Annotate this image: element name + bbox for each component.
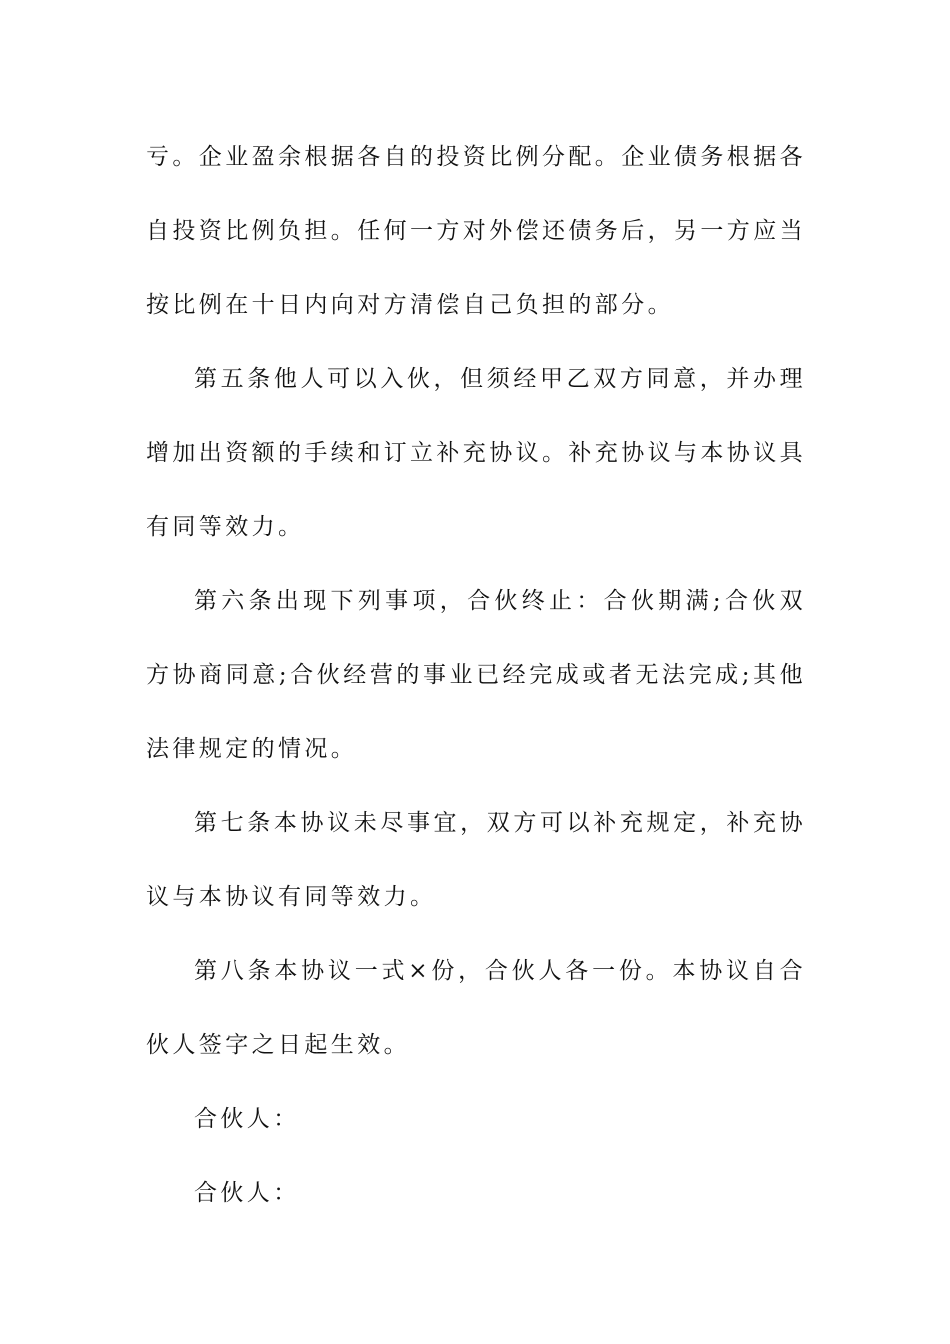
- partner-signature-line-2: 合伙人：: [194, 1180, 300, 1206]
- paragraph-article-5: 第五条他人可以入伙，但须经甲乙双方同意，并办理增加出资额的手续和订立补充协议。补充协议与本协议具有同等效力。: [146, 366, 806, 540]
- paragraph-article-8: 第八条本协议一式×份，合伙人各一份。本协议自合伙人签字之日起生效。: [146, 958, 806, 1058]
- partner-signature-line-1: 合伙人：: [194, 1106, 300, 1132]
- paragraph-profit-loss-continuation: 亏。企业盈余根据各自的投资比例分配。企业债务根据各自投资比例负担。任何一方对外偿还债务后，另一方应当按比例在十日内向对方清偿自己负担的部分。: [146, 144, 806, 318]
- paragraph-article-7: 第七条本协议未尽事宜，双方可以补充规定，补充协议与本协议有同等效力。: [146, 810, 806, 910]
- paragraph-article-6: 第六条出现下列事项，合伙终止：合伙期满;合伙双方协商同意;合伙经营的事业已经完成或者无法完成;其他法律规定的情况。: [146, 588, 806, 762]
- document-body: [146, 120, 806, 1230]
